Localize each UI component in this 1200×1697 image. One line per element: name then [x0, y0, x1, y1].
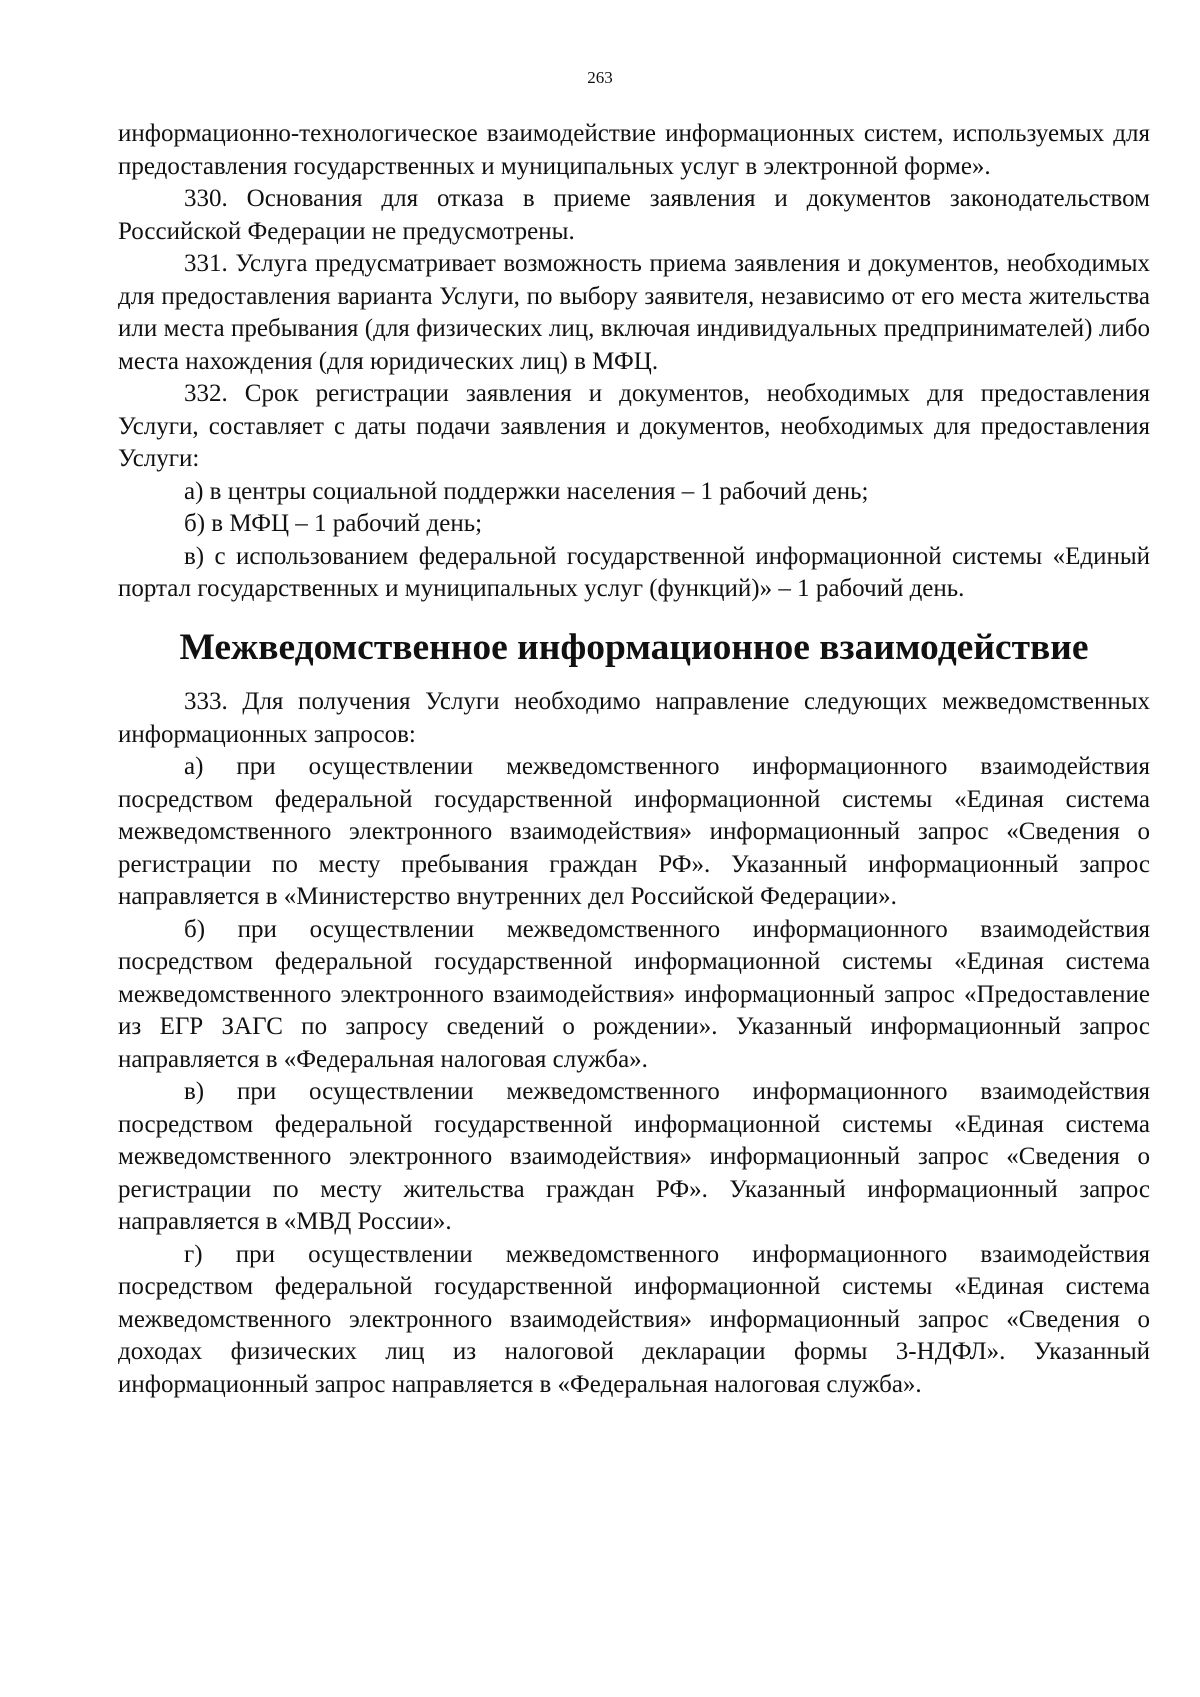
- paragraph-330: 330. Основания для отказа в приеме заявления и документов законодательством Российской Федерации не предусмотрены.: [118, 185, 1150, 245]
- section-heading: Межведомственное информационное взаимодействие: [179, 626, 1089, 668]
- paragraph-332: 332. Срок регистрации заявления и документов, необходимых для предоставления Услуги, составляет с даты подачи заявления и документов, необходимых для предоставления Услуги:: [118, 380, 1150, 472]
- paragraph-332-item-c: в) с использованием федеральной государственной информационной системы «Единый портал государственных и муниципальных услуг (функций)» – 1 рабочий день.: [118, 542, 1150, 602]
- paragraph-333-item-d: г) при осуществлении межведомственного информационного взаимодействия посредством федеральной государственной информационной системы «Единая система межведомственного электронного взаимодействия» информационный запрос «Сведения о доходах физических лиц из налоговой декларации формы 3-НДФЛ». Указанный информационный запрос направляется в «Федеральная налоговая служба».: [118, 1240, 1150, 1398]
- paragraph-333-item-b: б) при осуществлении межведомственного информационного взаимодействия посредством федеральной государственной информационной системы «Единая система межведомственного электронного взаимодействия» информационный запрос «Предоставление из ЕГР ЗАГС по запросу сведений о рождении». Указанный информационный запрос направляется в «Федеральная налоговая служба».: [118, 915, 1150, 1073]
- paragraph-331: 331. Услуга предусматривает возможность приема заявления и документов, необходимых для предоставления варианта Услуги, по выбору заявителя, независимо от его места жительства или места пребывания (для физических лиц, включая индивидуальных предпринимателей) либо места нахождения (для юридических лиц) в МФЦ.: [118, 250, 1150, 375]
- paragraph-333: 333. Для получения Услуги необходимо направление следующих межведомственных информационных запросов:: [118, 688, 1150, 748]
- paragraph-333-item-c: в) при осуществлении межведомственного информационного взаимодействия посредством федеральной государственной информационной системы «Единая система межведомственного электронного взаимодействия» информационный запрос «Сведения о регистрации по месту жительства граждан РФ». Указанный информационный запрос направляется в «МВД России».: [118, 1078, 1150, 1235]
- paragraph-332-item-b: б) в МФЦ – 1 рабочий день;: [184, 510, 483, 537]
- paragraph-332-item-a: а) в центры социальной поддержки населения – 1 рабочий день;: [184, 477, 869, 505]
- page-number: 263: [587, 68, 613, 87]
- document-body: [118, 118, 1150, 1401]
- paragraph-333-item-a: а) при осуществлении межведомственного информационного взаимодействия посредством федеральной государственной информационной системы «Единая система межведомственного электронного взаимодействия» информационный запрос «Сведения о регистрации по месту пребывания граждан РФ». Указанный информационный запрос направляется в «Министерство внутренних дел Российской Федерации».: [118, 753, 1150, 910]
- paragraph-continuation: информационно-технологическое взаимодействие информационных систем, используемых для предоставления государственных и муниципальных услуг в электронной форме».: [118, 120, 1150, 180]
